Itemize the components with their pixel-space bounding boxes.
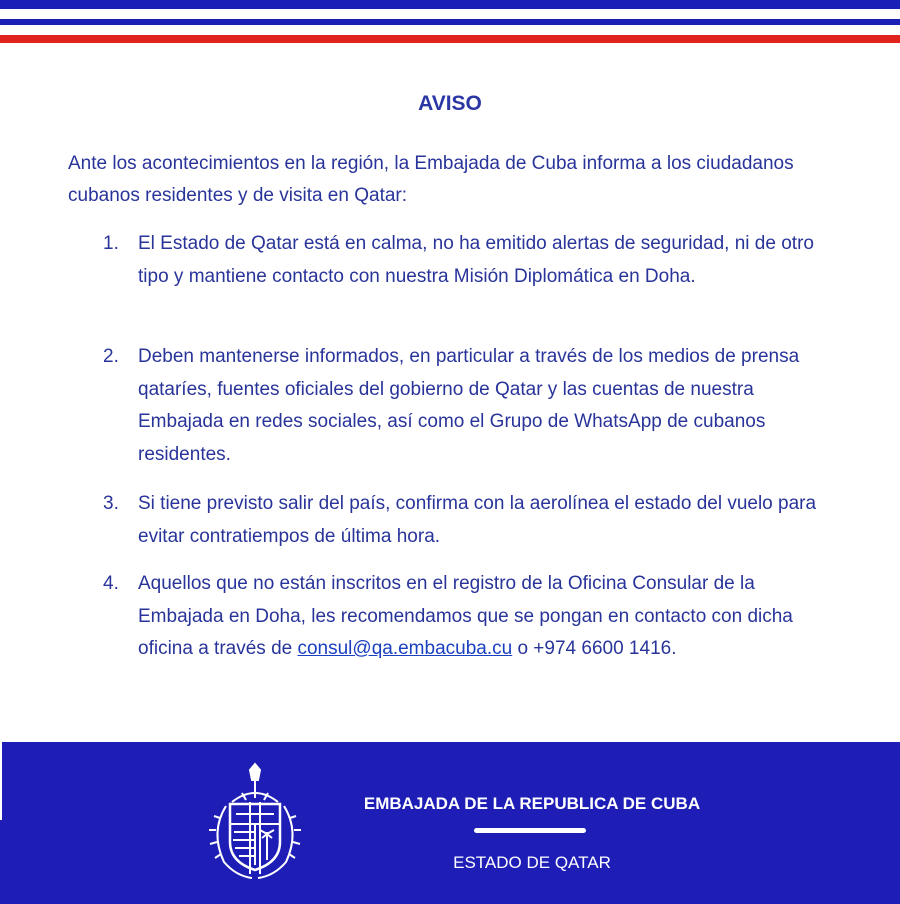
cuban-coat-of-arms-icon (202, 762, 308, 884)
list-item-text-after: o +974 6600 1416. (512, 638, 677, 659)
list-item-text: Deben mantenerse informados, en particular a través de los medios de prensa qataríes, fuentes oficiales del gobierno de Qatar y las cuentas de nuestra Embajada en redes sociales, así como el Grupo de WhatsApp de cubanos residentes. (138, 346, 800, 465)
list-item-text (138, 568, 838, 666)
list-item-number: 3. (103, 493, 119, 514)
consul-email-link[interactable]: consul@qa.embacuba.cu (297, 638, 513, 659)
footer-divider (474, 828, 586, 833)
notice-title: AVISO (418, 92, 482, 115)
list-item-text: El Estado de Qatar está en calma, no ha emitido alertas de seguridad, ni de otro tipo y mantiene contacto con nuestra Misión Diplomática en Doha. (138, 233, 814, 287)
notice-intro: Ante los acontecimientos en la región, la Embajada de Cuba informa a los ciudadanos cubanos residentes y de visita en Qatar: (68, 153, 794, 206)
header-stripe-red (0, 35, 900, 43)
footer-edge-line (0, 742, 2, 820)
header-stripe-blue-top (0, 0, 900, 9)
list-item-number: 4. (103, 573, 119, 594)
list-item-text: Si tiene previsto salir del país, confirma con la aerolínea el estado del vuelo para evitar contratiempos de última hora. (138, 493, 817, 547)
list-item-number: 2. (103, 346, 119, 367)
header-stripes (0, 0, 900, 50)
list-item-number: 1. (103, 233, 119, 254)
list-item-text-before: Aquellos que no están inscritos en el registro de la Oficina Consular de la Embajada en Doha, les recomendamos que se pongan en contacto con dicha oficina a través de (138, 573, 793, 659)
embassy-name: EMBAJADA DE LA REPUBLICA DE CUBA (363, 794, 701, 813)
country-name: ESTADO DE QATAR (453, 853, 611, 872)
footer-banner (0, 742, 900, 904)
header-stripe-blue-middle (0, 19, 900, 25)
